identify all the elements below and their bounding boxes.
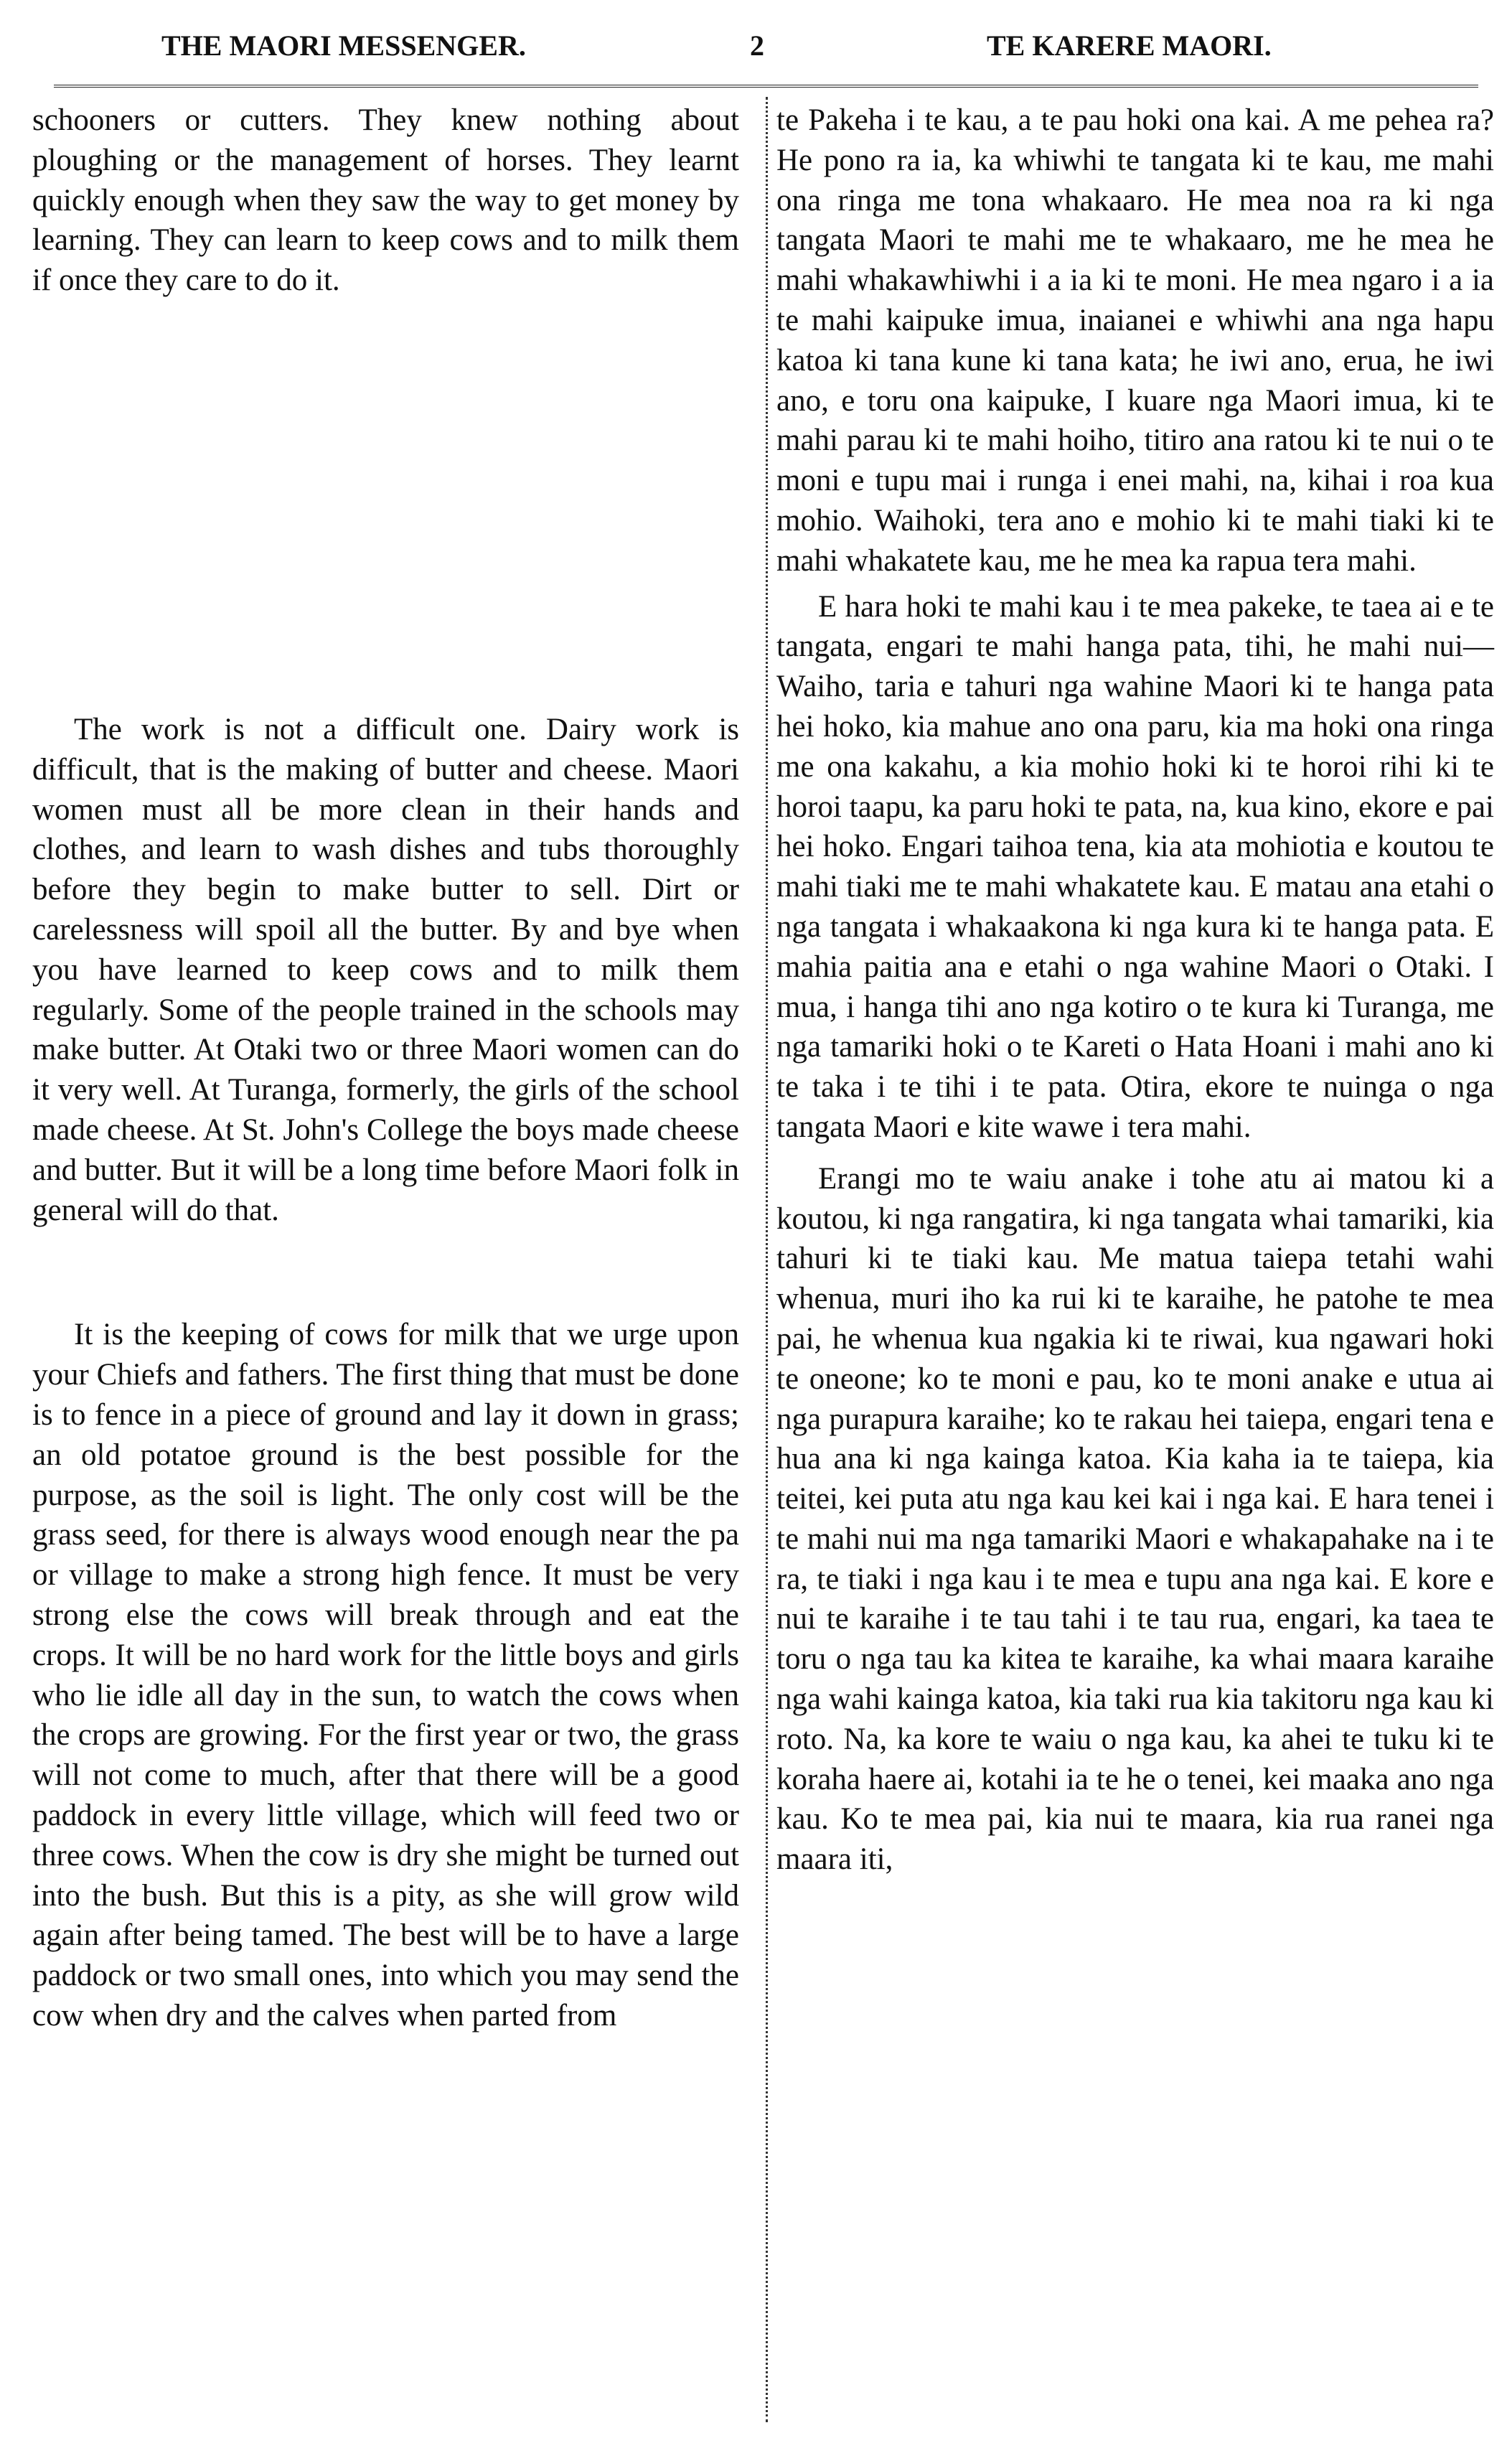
page-number: 2 xyxy=(750,29,764,62)
column-gap xyxy=(32,1230,739,1315)
header-rule xyxy=(54,85,1478,88)
masthead-title-english: THE MAORI MESSENGER. xyxy=(161,29,526,62)
column-divider xyxy=(766,97,768,2422)
english-paragraph-1: schooners or cutters. They knew nothing about ploughing or the management of horses. They learnt quickly enough when they saw the way to get money by learning. They can learn to keep cows and to milk them if once they care to do it. xyxy=(32,103,739,298)
english-paragraph-2: The work is not a difficult one. Dairy work is difficult, that is the making of butter and cheese. Maori women must all be more clean in their hands and clothes, and learn to wash dishes and tubs thoroughly before they begin to make butter to sell. Dirt or carelessness will spoil all the butter. By and bye when you have learned to keep cows and to milk them regularly. Some of the people trained in the schools may make butter. At Otaki two or three Maori women can do it very well. At Turanga, formerly, the girls of the school made cheese. At St. John's College the boys made cheese and butter. But it will be a long time before Maori folk in general will do that. xyxy=(32,712,739,1227)
masthead-title-maori: TE KARERE MAORI. xyxy=(987,29,1272,62)
english-paragraph-3: It is the keeping of cows for milk that we urge upon your Chiefs and fathers. The first thing that must be done is to fence in a piece of ground and lay it down in grass; an old potatoe ground is the best possible for the purpose, as the soil is light. The only cost will be the grass seed, for there is always wood enough near the pa or village to make a strong high fence. It must be very strong else the cows will break through and eat the crops. It will be no hard work for the little boys and girls who lie idle all day in the sun, to watch the cows when the crops are growing. For the first year or two, the grass will not come to much, after that there will be a good paddock in every little village, which will feed two or three cows. When the cow is dry she might be turned out into the bush. But this is a pity, as she will grow wild again after being tamed. The best will be to have a large paddock or two small ones, into which you may send the cow when dry and the calves when parted from xyxy=(32,1318,739,2033)
maori-paragraph-1: te Pakeha i te kau, a te pau hoki ona kai. A me pehea ra? He pono ra ia, ka whiwhi te tangata ki te kau, me mahi ona ringa me tona whakaaro. He mea noa ra ki nga tangata Maori te mahi me te whakaaro, me he mea he mahi whakawhiwhi i a ia ki te moni. He mea ngaro i a ia te mahi kaipuke imua, inaianei e whiwhi ana nga hapu katoa ki tana kune ki tana kata; he iwi ano, erua, he iwi ano, e toru ona kaipuke, I kuare nga Maori imua, ki te mahi parau ki te mahi hoiho, titiro ana ratou ki te nui o te moni e tupu mai i runga i enei mahi, na, kihai i roa kua mohio. Waihoki, tera ano e mohio ki te mahi tiaki ki te mahi whakatete kau, me he mea ka rapua tera mahi. xyxy=(776,103,1494,578)
maori-column xyxy=(776,100,1494,1880)
english-column xyxy=(32,100,739,2036)
maori-paragraph-2: E hara hoki te mahi kau i te mea pakeke, te taea ai e te tangata, engari te mahi hanga pata, tihi, he mahi nui—Waiho, taria e tahuri nga wahine Maori ki te hanga pata hei hoko, kia mahue ano ona paru, kia ma hoki ona ringa me ona kakahu, a kia mohio hoki ki te horoi rihi ki te horoi taapu, ka paru hoki te pata, na, kua kino, ekore e pai hei hoko. Engari taihoa tena, kia ata mohiotia e koutou te mahi tiaki me te mahi whakatete kau. E matau ana etahi o nga tangata i whakaakona ki nga kura ki te hanga pata. E mahia paitia ana e etahi o nga wahine Maori o Otaki. I mua, i hanga tihi ano nga kotiro o te kura ki Turanga, me nga tamariki hoki o te Kareti o Hata Hoani i mahi ano ki te taka i te tihi i te pata. Otira, ekore te nuinga o nga tangata Maori e kite wawe i tera mahi. xyxy=(776,589,1494,1144)
masthead xyxy=(32,22,1489,72)
column-gap xyxy=(32,301,739,710)
maori-paragraph-3: Erangi mo te waiu anake i tohe atu ai matou ki a koutou, ki nga rangatira, ki nga tangata whai tamariki, kia tahuri ki te tiaki kau. Me matua taiepa tetahi wahi whenua, muri iho ka rui ki te karaihe, he patohe te mea pai, he whenua kua ngakia ki te riwai, kua ngawari hoki te oneone; ko te moni e pau, ko te moni anake e utua ai nga purapura karaihe; ko te rakau hei taiepa, engari tena e hua ana ki nga kainga katoa. Kia kaha ia te taiepa, kia teitei, kei puta atu nga kau kei kai i nga kai. E hara tenei i te mahi nui ma nga tamariki Maori e whakapahake na i te ra, te tiaki i nga kau i te mea e tupu ana nga kai. E kore e nui te karaihe i te tau tahi i te tau rua, engari, ka taea te toru o nga tau ka kitea te karaihe, ka whai maara karaihe nga wahi kainga katoa, kia taki rua kia takitoru nga kau ki roto. Na, ka kore te waiu o nga kau, ka ahei te tuku ki te koraha haere ai, kotahi ia te he o tenei, kei maaka ano nga kau. Ko te mea pai, kia nui te maara, kia rua ranei nga maara iti, xyxy=(776,1161,1494,1877)
